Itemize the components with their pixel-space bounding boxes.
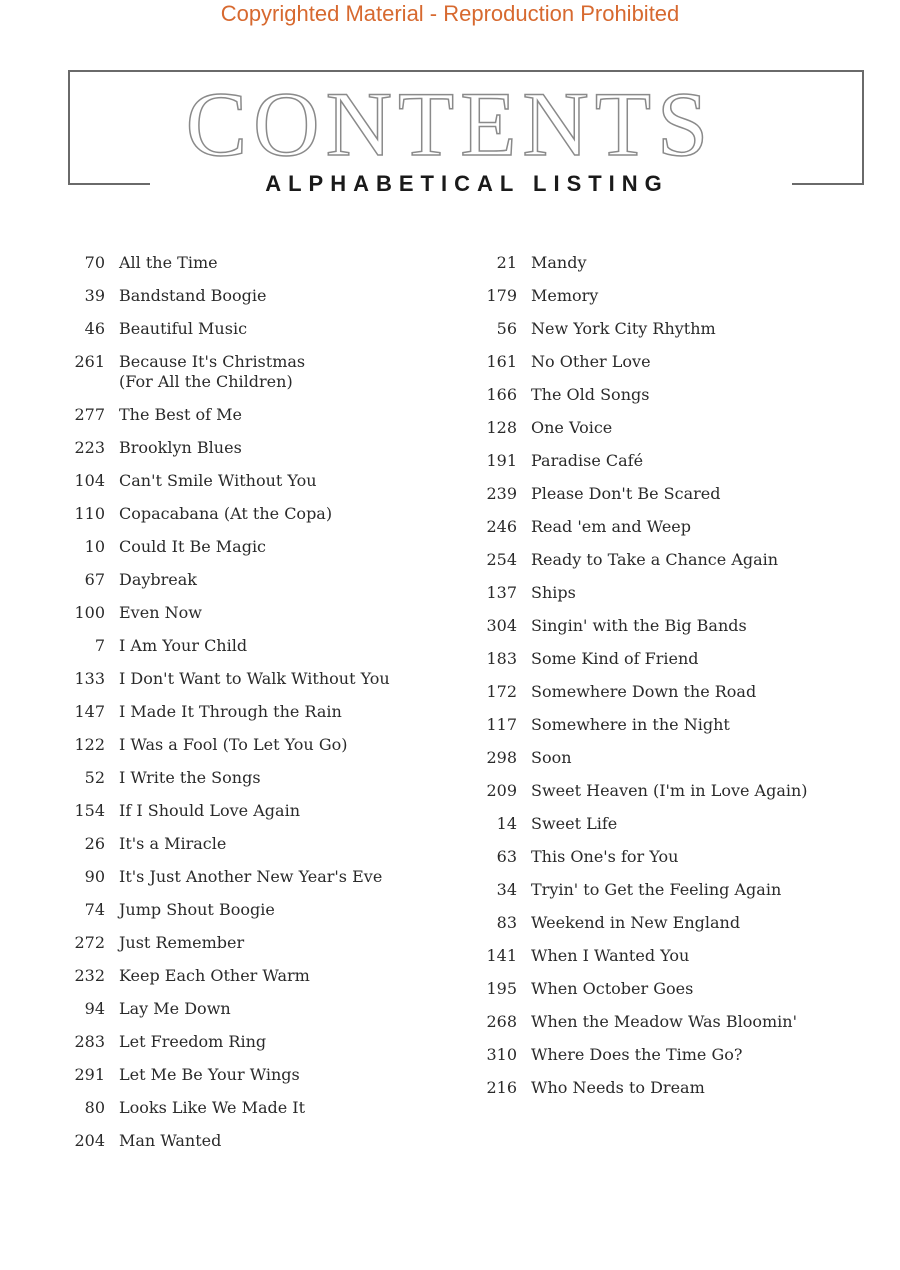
entry-song-title: Ready to Take a Chance Again	[531, 550, 779, 569]
entry-page-number: 283	[74, 1032, 105, 1051]
entry-song-title: Weekend in New England	[531, 913, 741, 932]
contents-entry	[68, 1065, 468, 1085]
entry-page-number: 191	[486, 451, 517, 470]
entry-song-title: Mandy	[531, 253, 587, 272]
entry-page-number: 204	[74, 1131, 105, 1150]
contents-entry	[480, 253, 880, 273]
entry-song-title: I Was a Fool (To Let You Go)	[119, 735, 348, 754]
entry-page-number: 83	[496, 913, 517, 932]
contents-entry	[68, 834, 468, 854]
entry-song-title: Keep Each Other Warm	[119, 966, 310, 985]
entry-song-title: Even Now	[119, 603, 202, 622]
contents-entry	[68, 286, 468, 306]
entry-song-title: Brooklyn Blues	[119, 438, 242, 457]
entry-page-number: 209	[486, 781, 517, 800]
contents-entry	[68, 352, 468, 392]
entry-page-number: 272	[74, 933, 105, 952]
contents-entry	[480, 418, 880, 438]
entry-song-title: When October Goes	[531, 979, 694, 998]
contents-entry	[68, 570, 468, 590]
entry-song-title: Paradise Café	[531, 451, 644, 470]
entry-song-title: Please Don't Be Scared	[531, 484, 721, 503]
entry-page-number: 310	[486, 1045, 517, 1064]
entry-song-title: I Write the Songs	[119, 768, 261, 787]
contents-entry	[480, 1078, 880, 1098]
entry-page-number: 254	[486, 550, 517, 569]
entry-song-title: Beautiful Music	[119, 319, 248, 338]
entry-page-number: 216	[486, 1078, 517, 1097]
entry-page-number: 10	[84, 537, 105, 556]
contents-entry	[480, 451, 880, 471]
entry-song-title: Sweet Heaven (I'm in Love Again)	[531, 781, 808, 800]
contents-entry	[68, 537, 468, 557]
contents-entry	[68, 669, 468, 689]
entry-song-title: It's a Miracle	[119, 834, 227, 853]
entry-page-number: 246	[486, 517, 517, 536]
entry-song-title: Daybreak	[119, 570, 197, 589]
contents-entry	[480, 517, 880, 537]
entry-page-number: 183	[486, 649, 517, 668]
entry-page-number: 232	[74, 966, 105, 985]
entry-song-title: Bandstand Boogie	[119, 286, 267, 305]
contents-entry	[480, 946, 880, 966]
contents-entry	[68, 1098, 468, 1118]
entry-page-number: 34	[496, 880, 517, 899]
contents-entry	[480, 286, 880, 306]
entry-song-title: Soon	[531, 748, 572, 767]
entry-song-title: New York City Rhythm	[531, 319, 716, 338]
contents-entry	[480, 913, 880, 933]
subtitle-rule-right	[792, 183, 864, 185]
entry-page-number: 166	[486, 385, 517, 404]
entry-song-title: Read 'em and Weep	[531, 517, 691, 536]
contents-entry	[68, 735, 468, 755]
entry-page-number: 7	[94, 636, 105, 655]
contents-entry	[68, 405, 468, 425]
entry-page-number: 261	[74, 352, 105, 371]
entry-page-number: 67	[84, 570, 105, 589]
contents-entry	[68, 966, 468, 986]
entry-page-number: 100	[74, 603, 105, 622]
contents-entry	[68, 253, 468, 273]
contents-entry	[68, 319, 468, 339]
entry-page-number: 104	[74, 471, 105, 490]
entry-song-title: Just Remember	[119, 933, 245, 952]
entry-page-number: 239	[486, 484, 517, 503]
contents-entry	[68, 504, 468, 524]
entry-page-number: 70	[84, 253, 105, 272]
contents-entry	[68, 801, 468, 821]
entry-song-title: Let Freedom Ring	[119, 1032, 267, 1051]
entry-song-title: Can't Smile Without You	[119, 471, 317, 490]
contents-entry	[68, 438, 468, 458]
contents-entry	[480, 682, 880, 702]
contents-entry	[68, 1032, 468, 1052]
entry-page-number: 154	[74, 801, 105, 820]
contents-entry	[68, 603, 468, 623]
contents-entry	[480, 385, 880, 405]
entry-song-title: When I Wanted You	[531, 946, 690, 965]
entry-page-number: 223	[74, 438, 105, 457]
entry-page-number: 52	[84, 768, 105, 787]
entry-song-title: Man Wanted	[119, 1131, 222, 1150]
entry-page-number: 141	[486, 946, 517, 965]
contents-entry	[68, 933, 468, 953]
entry-song-title: Let Me Be Your Wings	[119, 1065, 300, 1084]
entry-song-title: Where Does the Time Go?	[531, 1045, 743, 1064]
entry-song-title: Jump Shout Boogie	[119, 900, 275, 919]
contents-entry	[480, 880, 880, 900]
entry-page-number: 128	[486, 418, 517, 437]
entry-page-number: 133	[74, 669, 105, 688]
subtitle-row	[68, 170, 864, 200]
contents-entry	[480, 550, 880, 570]
contents-entry	[68, 867, 468, 887]
entry-song-title: Copacabana (At the Copa)	[119, 504, 333, 523]
entry-song-title: Somewhere in the Night	[531, 715, 730, 734]
contents-column-right	[480, 253, 880, 1111]
entry-song-title: One Voice	[531, 418, 613, 437]
entry-page-number: 110	[74, 504, 105, 523]
contents-entry	[480, 616, 880, 636]
entry-song-title: Sweet Life	[531, 814, 618, 833]
entry-page-number: 117	[486, 715, 517, 734]
contents-entry	[480, 649, 880, 669]
entry-song-title: Some Kind of Friend	[531, 649, 699, 668]
entry-page-number: 268	[486, 1012, 517, 1031]
contents-entry	[480, 319, 880, 339]
entry-song-title: I Made It Through the Rain	[119, 702, 342, 721]
entry-page-number: 195	[486, 979, 517, 998]
entry-page-number: 172	[486, 682, 517, 701]
entry-song-title: The Old Songs	[531, 385, 650, 404]
contents-entry	[480, 748, 880, 768]
contents-entry	[68, 471, 468, 491]
entry-page-number: 63	[496, 847, 517, 866]
entry-song-title: Memory	[531, 286, 599, 305]
contents-entry	[480, 352, 880, 372]
contents-entry	[68, 1131, 468, 1151]
entry-page-number: 74	[84, 900, 105, 919]
entry-page-number: 147	[74, 702, 105, 721]
contents-entry	[68, 900, 468, 920]
entry-page-number: 298	[486, 748, 517, 767]
entry-page-number: 291	[74, 1065, 105, 1084]
contents-entry	[480, 1045, 880, 1065]
contents-entry	[68, 768, 468, 788]
entry-page-number: 56	[496, 319, 517, 338]
entry-song-title: I Don't Want to Walk Without You	[119, 669, 390, 688]
entry-page-number: 90	[84, 867, 105, 886]
entry-page-number: 21	[496, 253, 517, 272]
contents-entry	[480, 847, 880, 867]
entry-song-title: No Other Love	[531, 352, 651, 371]
contents-entry	[480, 979, 880, 999]
entry-page-number: 46	[84, 319, 105, 338]
entry-song-title: Tryin' to Get the Feeling Again	[531, 880, 782, 899]
contents-entry	[68, 999, 468, 1019]
contents-entry	[480, 781, 880, 801]
entry-song-title: Singin' with the Big Bands	[531, 616, 747, 635]
entry-song-title: It's Just Another New Year's Eve	[119, 867, 383, 886]
entry-song-title: Because It's Christmas (For All the Children)	[119, 352, 306, 391]
page-title: CONTENTS	[185, 73, 715, 175]
contents-entry	[68, 636, 468, 656]
entry-page-number: 122	[74, 735, 105, 754]
contents-column-left	[68, 253, 468, 1164]
contents-entry	[480, 814, 880, 834]
entry-page-number: 26	[84, 834, 105, 853]
copyright-watermark: Copyrighted Material - Reproduction Prohibited	[220, 1, 680, 26]
entry-song-title: The Best of Me	[119, 405, 242, 424]
entry-page-number: 277	[74, 405, 105, 424]
page-subtitle: ALPHABETICAL LISTING	[265, 171, 669, 196]
entry-page-number: 94	[84, 999, 105, 1018]
contents-entry	[68, 702, 468, 722]
entry-page-number: 179	[486, 286, 517, 305]
contents-entry	[480, 484, 880, 504]
entry-song-title: Somewhere Down the Road	[531, 682, 757, 701]
entry-song-title: I Am Your Child	[119, 636, 248, 655]
entry-song-title: Looks Like We Made It	[119, 1098, 306, 1117]
entry-page-number: 14	[496, 814, 517, 833]
entry-song-title: Lay Me Down	[119, 999, 231, 1018]
subtitle-rule-left	[68, 183, 150, 185]
entry-song-title: When the Meadow Was Bloomin'	[531, 1012, 797, 1031]
entry-song-title: If I Should Love Again	[119, 801, 300, 820]
entry-page-number: 137	[486, 583, 517, 602]
entry-page-number: 80	[84, 1098, 105, 1117]
entry-page-number: 161	[486, 352, 517, 371]
entry-song-title: This One's for You	[531, 847, 679, 866]
contents-entry	[480, 715, 880, 735]
entry-song-title: Ships	[531, 583, 576, 602]
entry-song-title: All the Time	[119, 253, 218, 272]
entry-song-title: Could It Be Magic	[119, 537, 267, 556]
contents-entry	[480, 583, 880, 603]
entry-page-number: 304	[486, 616, 517, 635]
entry-page-number: 39	[84, 286, 105, 305]
entry-song-title: Who Needs to Dream	[531, 1078, 705, 1097]
contents-entry	[480, 1012, 880, 1032]
